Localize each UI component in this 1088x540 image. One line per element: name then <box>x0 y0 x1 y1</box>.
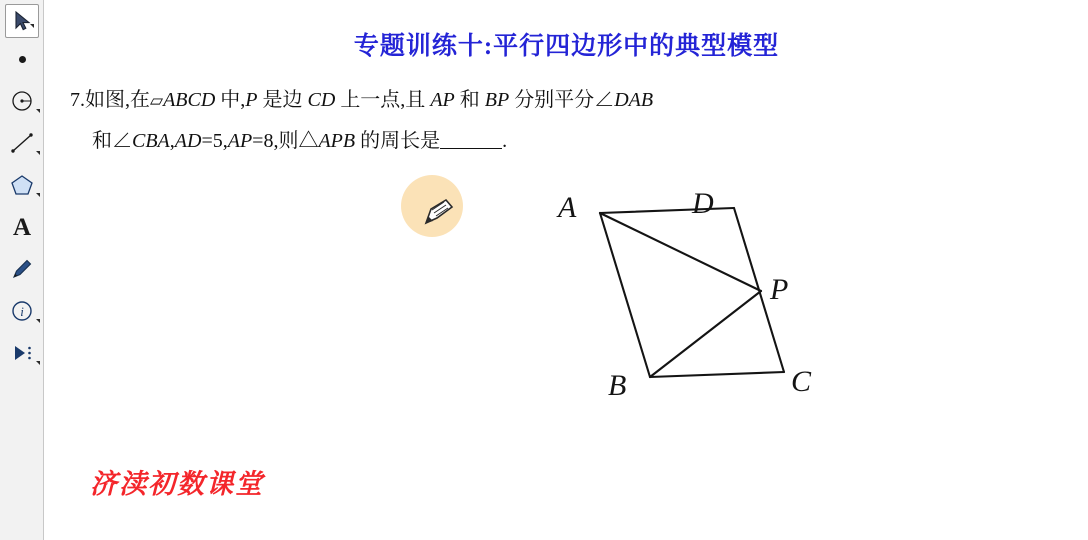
point-dot-icon <box>19 56 26 63</box>
chevron-down-icon <box>36 193 40 197</box>
vertex-label-P: P <box>770 273 789 306</box>
problem-seg-1j: BP <box>484 89 510 111</box>
chevron-down-icon <box>36 151 40 155</box>
answer-blank[interactable] <box>440 130 502 149</box>
info-circle-icon <box>11 300 33 322</box>
left-toolbar <box>0 0 44 540</box>
text-A-icon: A <box>12 213 32 241</box>
problem-seg-2a: 和∠ <box>92 130 132 152</box>
line-segment-icon <box>10 132 34 154</box>
chevron-down-icon <box>36 109 40 113</box>
problem-seg-1e: 是边 <box>257 89 308 111</box>
problem-text <box>70 80 920 161</box>
svg-text:i: i <box>20 304 24 319</box>
chevron-down-icon <box>36 361 40 365</box>
text-tool[interactable] <box>0 206 44 248</box>
problem-line-1 <box>70 80 920 121</box>
polygon-icon <box>10 174 34 197</box>
geometry-figure[interactable] <box>500 185 830 410</box>
slide-title: 专题训练十:平行四边形中的典型模型 <box>353 33 780 60</box>
polygon-tool[interactable] <box>0 164 44 206</box>
info-tool[interactable] <box>0 290 44 332</box>
mouse-cursor-pen-icon <box>422 196 456 233</box>
cursor-arrow-icon <box>14 11 31 31</box>
pen-icon <box>11 258 33 280</box>
problem-seg-1k: 分别平分∠ <box>509 89 615 111</box>
chevron-down-icon <box>30 24 34 28</box>
problem-seg-1c: 中, <box>215 89 246 111</box>
edge-BA <box>600 213 650 377</box>
point-tool[interactable] <box>0 38 44 80</box>
problem-seg-2i: 的周长是 <box>355 130 441 152</box>
edge-AP <box>600 213 761 291</box>
edge-BP <box>650 291 761 377</box>
problem-seg-2g: =8,则△ <box>252 130 319 152</box>
play-triangle-icon <box>11 343 33 363</box>
problem-seg-1b: ABCD <box>163 89 216 111</box>
pen-tool[interactable] <box>0 248 44 290</box>
problem-seg-2e: =5, <box>201 130 228 152</box>
problem-seg-1f: CD <box>307 89 336 111</box>
problem-seg-1i: 和 <box>454 89 485 111</box>
vertex-label-D: D <box>692 187 714 220</box>
vertex-label-A: A <box>558 191 577 224</box>
parallelogram-symbol: ▱ <box>150 91 164 111</box>
problem-number: 7. <box>70 89 85 111</box>
edge-CB <box>650 372 784 377</box>
problem-seg-2h: APB <box>318 130 356 152</box>
problem-seg-1l: DAB <box>614 89 654 111</box>
chevron-down-icon <box>36 319 40 323</box>
vertex-label-C: C <box>791 365 812 398</box>
problem-seg-2d: AD <box>174 130 202 152</box>
problem-seg-1h: AP <box>430 89 455 111</box>
problem-seg-2f: AP <box>227 130 253 152</box>
watermark-signature: 济渎初数课堂 <box>90 469 264 499</box>
problem-seg-1d: P <box>245 89 258 111</box>
problem-seg-2b: CBA <box>132 130 170 152</box>
problem-line-2 <box>70 121 920 161</box>
problem-seg-2c: , <box>169 130 175 152</box>
cursor-select-tool[interactable] <box>5 4 39 38</box>
circle-tool[interactable] <box>0 80 44 122</box>
vertex-label-B: B <box>608 369 627 402</box>
circle-icon <box>11 90 33 112</box>
play-tool[interactable] <box>0 332 44 374</box>
problem-seg-2j: . <box>502 130 508 152</box>
problem-seg-1a: 如图,在 <box>85 89 150 111</box>
slide-canvas[interactable] <box>45 0 1088 540</box>
line-tool[interactable] <box>0 122 44 164</box>
problem-seg-1g: 上一点,且 <box>335 89 431 111</box>
